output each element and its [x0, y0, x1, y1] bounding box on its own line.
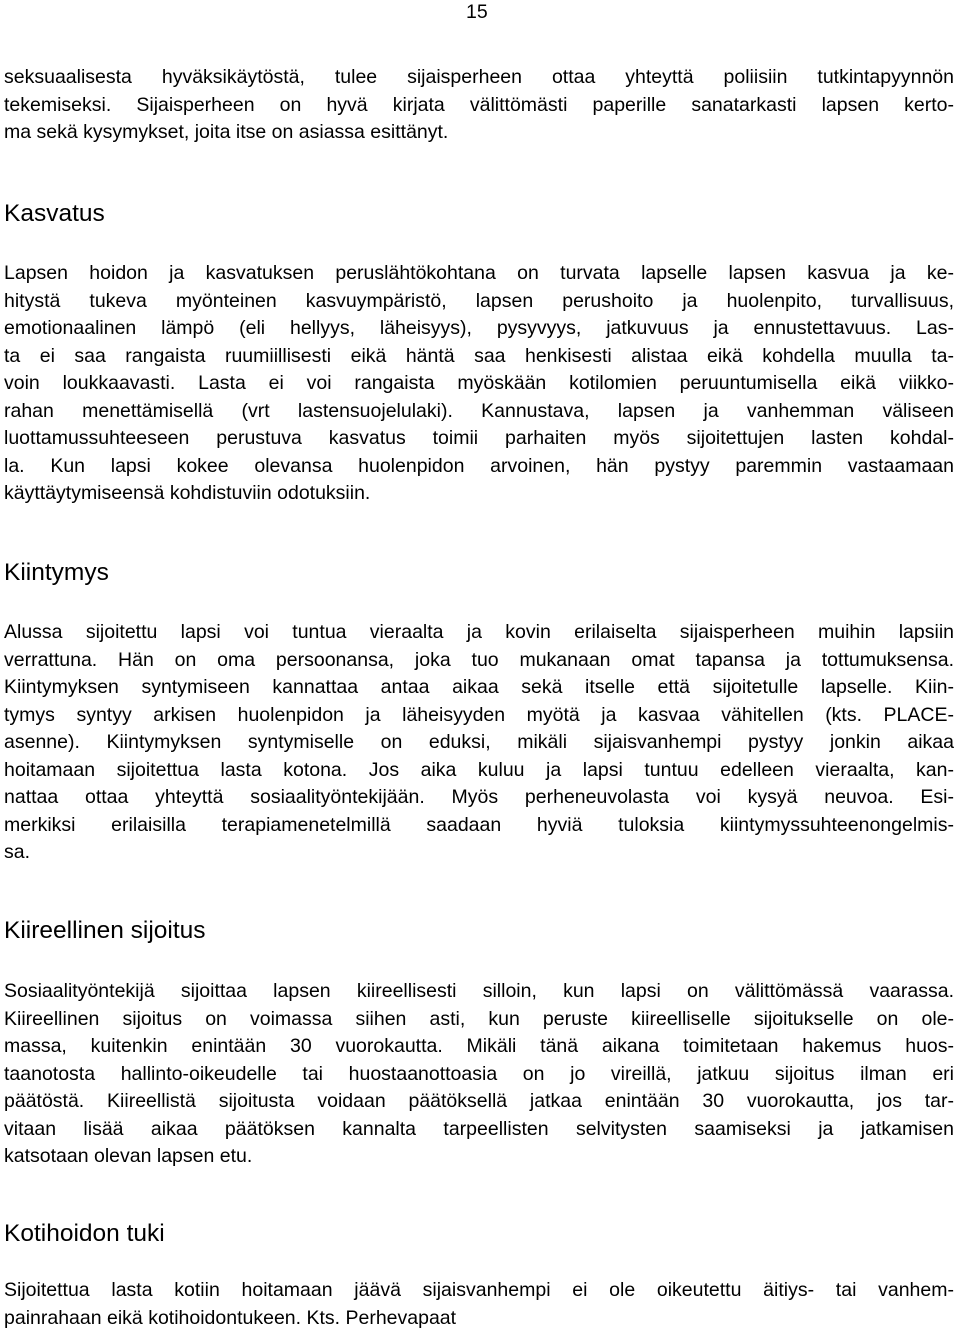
kotihoidon-paragraph [4, 1277, 954, 1332]
paragraph-line: tekemiseksi. Sijaisperheen on hyvä kirjata välittömästi paperille sanatarkasti lapsen kerto- [4, 92, 954, 120]
section-heading: Kiintymys [4, 558, 954, 588]
paragraph-line: painrahaan eikä kotihoidontukeen. Kts. Perhevapaat [4, 1305, 954, 1332]
paragraph-line: ta ei saa rangaista ruumiillisesti eikä häntä saa henkisesti alistaa eikä kohdella muulla ta- [4, 343, 954, 371]
paragraph-line: sa. [4, 839, 954, 867]
intro-paragraph [4, 64, 954, 147]
paragraph-line: luottamussuhteeseen perustuva kasvatus toimii parhaiten myös sijoitettujen lasten kohdal- [4, 425, 954, 453]
paragraph-line: la. Kun lapsi kokee olevansa huolenpidon arvoinen, hän pystyy paremmin vastaamaan [4, 453, 954, 481]
paragraph-line: voin loukkaavasti. Lasta ei voi rangaista myöskään kotilomien peruuntumisella eikä viikko- [4, 370, 954, 398]
paragraph-line: tymys syntyy arkisen huolenpidon ja läheisyyden myötä ja kasvaa vähitellen (kts. PLACE- [4, 702, 954, 730]
paragraph-line: Kiintymyksen syntymiseen kannattaa antaa aikaa sekä itselle että sijoitetulle lapselle. Kiin- [4, 674, 954, 702]
section-kotihoidon-tuki [4, 1219, 954, 1249]
section-kasvatus [4, 199, 954, 229]
paragraph-line: verrattuna. Hän on oma persoonansa, joka tuo mukanaan omat tapansa ja tottumuksensa. [4, 647, 954, 675]
paragraph-line: merkiksi erilaisilla terapiamenetelmillä saadaan hyviä tuloksia kiintymyssuhteenongelmis- [4, 812, 954, 840]
page-number: 15 [466, 0, 488, 24]
paragraph-line: emotionaalinen lämpö (eli hellyys, läheisyys), pysyvyys, jatkuvuus ja ennustettavuus. Las- [4, 315, 954, 343]
paragraph-line: hitystä tukeva myönteinen kasvuympäristö, lapsen perushoito ja huolenpito, turvallisuus, [4, 288, 954, 316]
paragraph-line: Alussa sijoitettu lapsi voi tuntua vieraalta ja kovin erilaiselta sijaisperheen muihin lapsiin [4, 619, 954, 647]
paragraph-line: hoitamaan sijoitettua lasta kotona. Jos aika kuluu ja lapsi tuntuu edelleen vieraalta, kan- [4, 757, 954, 785]
paragraph-line: katsotaan olevan lapsen etu. [4, 1143, 954, 1171]
kiireellinen-paragraph [4, 978, 954, 1171]
section-kiireellinen-sijoitus [4, 916, 954, 946]
kasvatus-paragraph [4, 260, 954, 508]
paragraph-line: Sijoitettua lasta kotiin hoitamaan jäävä sijaisvanhempi ei ole oikeutettu äitiys- tai vanhem- [4, 1277, 954, 1305]
paragraph-line: nattaa ottaa yhteyttä sosiaalityöntekijään. Myös perheneuvolasta voi kysyä neuvoa. Esi- [4, 784, 954, 812]
paragraph-line: päätöstä. Kiireellistä sijoitusta voidaan päätöksellä jatkaa enintään 30 vuorokautta, jos tar- [4, 1088, 954, 1116]
paragraph-line: Sosiaalityöntekijä sijoittaa lapsen kiireellisesti silloin, kun lapsi on välittömässä vaarassa. [4, 978, 954, 1006]
paragraph-line: Lapsen hoidon ja kasvatuksen peruslähtökohtana on turvata lapselle lapsen kasvua ja ke- [4, 260, 954, 288]
kiintymys-paragraph [4, 619, 954, 867]
section-kiintymys [4, 558, 954, 588]
paragraph-line: ma sekä kysymykset, joita itse on asiassa esittänyt. [4, 119, 954, 147]
paragraph-line: rahan menettämisellä (vrt lastensuojelulaki). Kannustava, lapsen ja vanhemman väliseen [4, 398, 954, 426]
paragraph-line: taanotosta hallinto-oikeudelle tai huostaanottoasia on jo vireillä, jatkuu sijoitus ilman eri [4, 1061, 954, 1089]
section-heading: Kiireellinen sijoitus [4, 916, 954, 946]
paragraph-line: seksuaalisesta hyväksikäytöstä, tulee sijaisperheen ottaa yhteyttä poliisiin tutkintapyynnön [4, 64, 954, 92]
paragraph-line: käyttäytymiseensä kohdistuviin odotuksiin. [4, 480, 954, 508]
paragraph-line: vitaan lisää aikaa päätöksen kannalta tarpeellisten selvitysten saamiseksi ja jatkamisen [4, 1116, 954, 1144]
paragraph-line: asenne). Kiintymyksen syntymiselle on eduksi, mikäli sijaisvanhempi pystyy jonkin aikaa [4, 729, 954, 757]
paragraph-line: massa, kuitenkin enintään 30 vuorokautta. Mikäli tänä aikana toimitetaan hakemus huos- [4, 1033, 954, 1061]
section-heading: Kasvatus [4, 199, 954, 229]
paragraph-line: Kiireellinen sijoitus on voimassa siihen asti, kun peruste kiireelliselle sijoitukselle on ole- [4, 1006, 954, 1034]
section-heading: Kotihoidon tuki [4, 1219, 954, 1249]
